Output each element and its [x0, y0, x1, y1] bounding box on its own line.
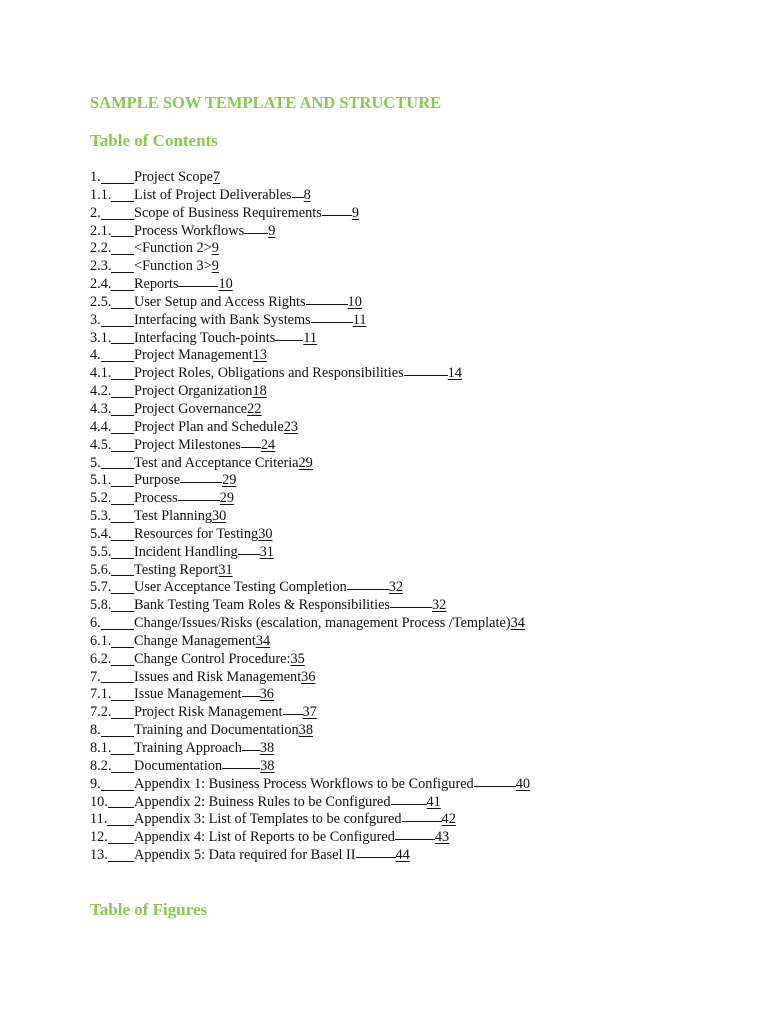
toc-entry-page[interactable]: 29: [219, 490, 234, 507]
toc-entry-title[interactable]: Issue Management: [134, 686, 242, 703]
toc-entry-number-text: 2.1.: [90, 222, 112, 239]
toc-leader: [238, 554, 260, 555]
toc-entry-number: [90, 365, 134, 383]
toc-entry-page[interactable]: 10: [218, 276, 233, 293]
toc-entry-page[interactable]: 37: [302, 704, 317, 721]
toc-entry-number: [90, 526, 134, 544]
toc-entry-title[interactable]: Training Approach: [134, 740, 242, 756]
toc-entry-number-text: 4.3.: [90, 400, 112, 417]
toc-entry[interactable]: [90, 187, 690, 205]
toc-entry-number: [90, 240, 134, 258]
toc-entry[interactable]: [90, 615, 690, 633]
toc-entry-number-text: 5.5.: [90, 543, 112, 560]
toc-entry-number-text: 5.: [90, 454, 101, 471]
toc-entry[interactable]: [90, 776, 690, 794]
toc-entry-page[interactable]: 24: [260, 436, 276, 453]
toc-entry[interactable]: [90, 294, 690, 312]
toc-leader: [275, 340, 303, 341]
toc-entry[interactable]: [90, 490, 690, 508]
toc-entry-page[interactable]: 32: [388, 579, 404, 596]
toc-entry-page[interactable]: 9: [268, 222, 276, 239]
toc-entry-title[interactable]: Interfacing with Bank Systems: [134, 311, 311, 328]
toc-entry-page[interactable]: 7: [213, 169, 221, 185]
toc-entry-title[interactable]: Project Governance: [134, 400, 248, 417]
toc-entry[interactable]: [90, 437, 690, 455]
toc-leader: [390, 607, 432, 608]
toc-entry-number: [90, 401, 134, 419]
toc-entry-title[interactable]: Interfacing Touch-points: [134, 329, 276, 346]
toc-entry[interactable]: [90, 579, 690, 597]
toc-entry-number: [90, 330, 134, 348]
toc-entry-number-text: 5.3.: [90, 508, 112, 525]
toc-entry-number-text: 4.: [90, 347, 101, 364]
toc-entry-number-text: 12.: [90, 829, 108, 846]
toc-entry-page[interactable]: 44: [395, 847, 410, 864]
toc-entry-title[interactable]: Change Management: [134, 632, 256, 649]
toc-entry-title[interactable]: Process: [134, 490, 178, 507]
toc-entry-title[interactable]: Testing Report: [134, 561, 219, 578]
toc-entry[interactable]: [90, 704, 690, 722]
toc-entry-title[interactable]: Scope of Business Requirements: [134, 204, 322, 221]
toc-leader: [222, 768, 260, 769]
toc-entry[interactable]: [90, 669, 690, 687]
toc-entry-number-text: 5.7.: [90, 579, 112, 596]
toc-entry-number: [90, 544, 134, 562]
toc-entry-title[interactable]: <Function 3>: [134, 258, 212, 275]
toc-entry-number: [90, 419, 134, 437]
toc-entry[interactable]: [90, 686, 690, 704]
toc-entry-page[interactable]: 22: [247, 400, 262, 417]
toc-leader: [395, 839, 435, 840]
toc-entry-page[interactable]: 18: [252, 383, 267, 400]
toc-entry-page[interactable]: 10: [347, 293, 362, 310]
toc-leader: [244, 233, 268, 234]
toc-entry-title[interactable]: Project Risk Management: [134, 704, 283, 721]
toc-entry-number: [90, 615, 134, 633]
toc-entry-number-text: 6.1.: [90, 632, 112, 649]
toc-entry-page[interactable]: 30: [212, 508, 227, 525]
toc-leader: [474, 786, 516, 787]
toc-entry-number: [90, 508, 134, 526]
toc-entry-number: [90, 829, 134, 847]
toc-entry-number: [90, 579, 134, 597]
toc-entry-page[interactable]: 29: [298, 454, 313, 471]
toc-entry-title[interactable]: Appendix 2: Buiness Rules to be Configured: [134, 793, 391, 810]
toc-entry-number-text: 6.2.: [90, 650, 112, 667]
toc-entry-title[interactable]: Process Workflows: [134, 222, 245, 239]
toc-entry-number: [90, 633, 134, 651]
toc-entry-number: [90, 740, 134, 758]
toc-entry-page[interactable]: 38: [260, 757, 275, 774]
toc-leader: [322, 215, 352, 216]
toc-entry-page[interactable]: 9: [211, 240, 219, 257]
toc-leader: [391, 804, 427, 805]
toc-entry-title[interactable]: Project Roles, Obligations and Responsibilities: [134, 365, 404, 382]
toc-entry-title[interactable]: Purpose: [134, 472, 181, 489]
toc-entry-number: [90, 669, 134, 687]
toc-entry-page[interactable]: 38: [259, 740, 275, 756]
toc-entry-number: [90, 776, 134, 794]
toc-entry-number-text: 4.5.: [90, 436, 112, 453]
toc-entry-number: [90, 562, 134, 580]
toc-entry-number-text: 7.1.: [90, 686, 112, 703]
toc-leader: [404, 375, 448, 376]
toc-entry[interactable]: [90, 847, 690, 865]
toc-entry-number-text: 13.: [90, 847, 108, 864]
toc-entry-number: [90, 276, 134, 294]
toc-entry[interactable]: [90, 330, 690, 348]
toc-entry-page[interactable]: 31: [259, 543, 274, 560]
toc-entry[interactable]: [90, 419, 690, 437]
toc-entry-number: [90, 490, 134, 508]
toc-entry-number: [90, 455, 134, 473]
toc-entry-page[interactable]: 41: [426, 793, 441, 810]
toc-entry-title[interactable]: Project Management: [134, 347, 253, 364]
toc-leader: [241, 447, 261, 448]
toc-entry-page[interactable]: 30: [258, 525, 273, 542]
toc-entry-page[interactable]: 11: [352, 311, 367, 328]
toc-entry-page[interactable]: 8: [303, 186, 311, 203]
document-title: SAMPLE SOW TEMPLATE AND STRUCTURE: [90, 93, 442, 112]
toc-leader: [178, 286, 218, 287]
toc-entry-page[interactable]: 40: [515, 775, 530, 792]
toc-entry-number-text: 5.8.: [90, 597, 112, 614]
toc-entry[interactable]: [90, 365, 690, 383]
toc-entry-number-text: 8.2.: [90, 757, 112, 774]
toc-entry-title[interactable]: Resources for Testing: [134, 525, 259, 542]
toc-entry-title[interactable]: Issues and Risk Management: [134, 668, 302, 685]
toc-leader: [306, 304, 348, 305]
toc-entry-page[interactable]: 42: [441, 811, 456, 828]
toc-entry[interactable]: [90, 347, 690, 365]
toc-entry-number-text: 4.4.: [90, 418, 112, 435]
toc-entry[interactable]: [90, 794, 690, 812]
toc-leader: [292, 197, 304, 198]
toc-leader: [242, 696, 260, 697]
toc-entry[interactable]: [90, 597, 690, 615]
toc-entry-number-text: 3.: [90, 311, 101, 328]
toc-entry-number-text: 11.: [90, 811, 108, 828]
toc-entry-page[interactable]: 13: [252, 347, 268, 364]
toc-entry[interactable]: [90, 169, 690, 187]
toc-list: [90, 169, 690, 865]
toc-entry-page[interactable]: 34: [510, 615, 525, 632]
toc-entry-page[interactable]: 36: [259, 686, 274, 703]
toc-entry[interactable]: [90, 383, 690, 401]
toc-entry[interactable]: [90, 829, 690, 847]
toc-entry-page[interactable]: 9: [351, 204, 359, 221]
toc-leader: [356, 857, 396, 858]
toc-entry-page[interactable]: 11: [303, 329, 318, 346]
toc-entry[interactable]: [90, 401, 690, 419]
toc-entry-page[interactable]: 29: [222, 472, 237, 489]
toc-leader: [311, 322, 353, 323]
toc-entry-number-text: 5.2.: [90, 490, 112, 507]
toc-entry-number-text: 2.: [90, 204, 101, 221]
toc-entry-number-text: 2.4.: [90, 276, 112, 293]
toc-entry-number: [90, 187, 134, 205]
toc-entry[interactable]: [90, 633, 690, 651]
toc-entry-number-text: 2.3.: [90, 258, 112, 275]
toc-entry-page[interactable]: 23: [283, 418, 298, 435]
toc-entry-number-text: 2.5.: [90, 293, 112, 310]
toc-entry-number-text: 5.6.: [90, 561, 112, 578]
toc-entry-page[interactable]: 9: [211, 258, 219, 275]
toc-entry-number: [90, 258, 134, 276]
toc-entry-number: [90, 169, 134, 187]
toc-entry-number: [90, 847, 134, 865]
toc-entry[interactable]: [90, 740, 690, 758]
toc-entry-title[interactable]: Project Milestones: [134, 436, 241, 453]
toc-entry-number: [90, 383, 134, 401]
toc-entry-number-text: 4.1.: [90, 365, 112, 382]
toc-entry-number: [90, 472, 134, 490]
toc-entry-number-text: 8.1.: [90, 740, 112, 756]
toc-entry-number: [90, 758, 134, 776]
toc-entry-title[interactable]: User Acceptance Testing Completion: [134, 579, 347, 596]
toc-entry-number: [90, 223, 134, 241]
toc-entry-title[interactable]: Appendix 5: Data required for Basel II: [134, 847, 356, 864]
toc-leader: [283, 714, 303, 715]
toc-entry-number: [90, 651, 134, 669]
toc-entry-page[interactable]: 31: [218, 561, 233, 578]
toc-entry-number: [90, 437, 134, 455]
toc-entry-number-text: 1.: [90, 169, 101, 185]
toc-entry-title[interactable]: Appendix 1: Business Process Workflows to be Configured: [134, 775, 474, 792]
toc-entry-number-text: 7.2.: [90, 704, 112, 721]
toc-entry-number-text: 8.: [90, 722, 101, 739]
toc-leader: [180, 482, 222, 483]
toc-entry-number: [90, 722, 134, 740]
toc-entry-number: [90, 294, 134, 312]
toc-entry-page[interactable]: 34: [255, 632, 271, 649]
toc-entry[interactable]: [90, 651, 690, 669]
toc-entry-title[interactable]: Project Organization: [134, 383, 253, 400]
toc-entry-number-text: 5.1.: [90, 472, 112, 489]
toc-entry[interactable]: [90, 312, 690, 330]
toc-entry[interactable]: [90, 258, 690, 276]
toc-entry-title[interactable]: Appendix 3: List of Templates to be confgured: [134, 811, 402, 828]
toc-entry-number-text: 6.: [90, 615, 101, 632]
toc-heading: Table of Contents: [90, 131, 218, 150]
toc-entry[interactable]: [90, 472, 690, 490]
toc-entry-number-text: 5.4.: [90, 525, 112, 542]
toc-entry-title[interactable]: Documentation: [134, 757, 223, 774]
toc-entry-page[interactable]: 35: [290, 650, 305, 667]
toc-entry-title[interactable]: Appendix 4: List of Reports to be Configured: [134, 829, 395, 846]
toc-entry[interactable]: [90, 455, 690, 473]
toc-entry[interactable]: [90, 758, 690, 776]
toc-entry-title[interactable]: Incident Handling: [134, 543, 238, 560]
toc-entry-number: [90, 794, 134, 812]
toc-entry-number: [90, 205, 134, 223]
toc-entry-title[interactable]: Reports: [134, 276, 179, 293]
toc-entry[interactable]: [90, 544, 690, 562]
toc-entry[interactable]: [90, 240, 690, 258]
toc-leader: [347, 589, 389, 590]
toc-entry-title[interactable]: Training and Documentation: [134, 722, 299, 739]
toc-entry-number-text: 7.: [90, 668, 101, 685]
toc-entry[interactable]: [90, 276, 690, 294]
toc-entry-title[interactable]: Project Plan and Schedule: [134, 418, 284, 435]
toc-entry-title[interactable]: Change/Issues/Risks (escalation, management Process /Template): [134, 615, 511, 632]
toc-entry-number-text: 10.: [90, 793, 108, 810]
figures-heading: Table of Figures: [90, 900, 208, 919]
toc-entry-number: [90, 597, 134, 615]
toc-entry[interactable]: [90, 722, 690, 740]
toc-entry-number: [90, 811, 134, 829]
toc-entry[interactable]: [90, 811, 690, 829]
toc-entry-number: [90, 312, 134, 330]
toc-entry-title[interactable]: Test and Acceptance Criteria: [134, 454, 299, 471]
toc-entry-number: [90, 347, 134, 365]
toc-entry-title[interactable]: List of Project Deliverables: [134, 186, 292, 203]
toc-entry-title[interactable]: Change Control Procedure:: [134, 650, 291, 667]
toc-entry[interactable]: [90, 526, 690, 544]
toc-leader: [402, 821, 442, 822]
toc-entry-page[interactable]: 32: [432, 597, 447, 614]
toc-entry-page[interactable]: 38: [298, 722, 313, 739]
toc-entry-number: [90, 686, 134, 704]
toc-entry[interactable]: [90, 205, 690, 223]
toc-leader: [242, 750, 260, 751]
toc-entry-page[interactable]: 43: [434, 829, 450, 846]
toc-entry-title[interactable]: Project Scope: [134, 169, 214, 185]
toc-entry-number-text: 1.1.: [90, 186, 112, 203]
toc-entry-page[interactable]: 36: [301, 668, 316, 685]
toc-entry-title[interactable]: Bank Testing Team Roles & Responsibilities: [134, 597, 390, 614]
toc-entry-number-text: 4.2.: [90, 383, 112, 400]
toc-entry-title[interactable]: Test Planning: [134, 508, 213, 525]
toc-entry-number: [90, 704, 134, 722]
toc-entry-title[interactable]: User Setup and Access Rights: [134, 293, 306, 310]
toc-entry-number-text: 3.1.: [90, 329, 112, 346]
toc-entry[interactable]: [90, 223, 690, 241]
toc-entry-number-text: 2.2.: [90, 240, 112, 257]
toc-entry-page[interactable]: 14: [447, 365, 462, 382]
toc-leader: [178, 500, 220, 501]
toc-entry-title[interactable]: <Function 2>: [134, 240, 212, 257]
toc-entry-number-text: 9.: [90, 775, 101, 792]
toc-entry[interactable]: [90, 562, 690, 580]
toc-entry[interactable]: [90, 508, 690, 526]
